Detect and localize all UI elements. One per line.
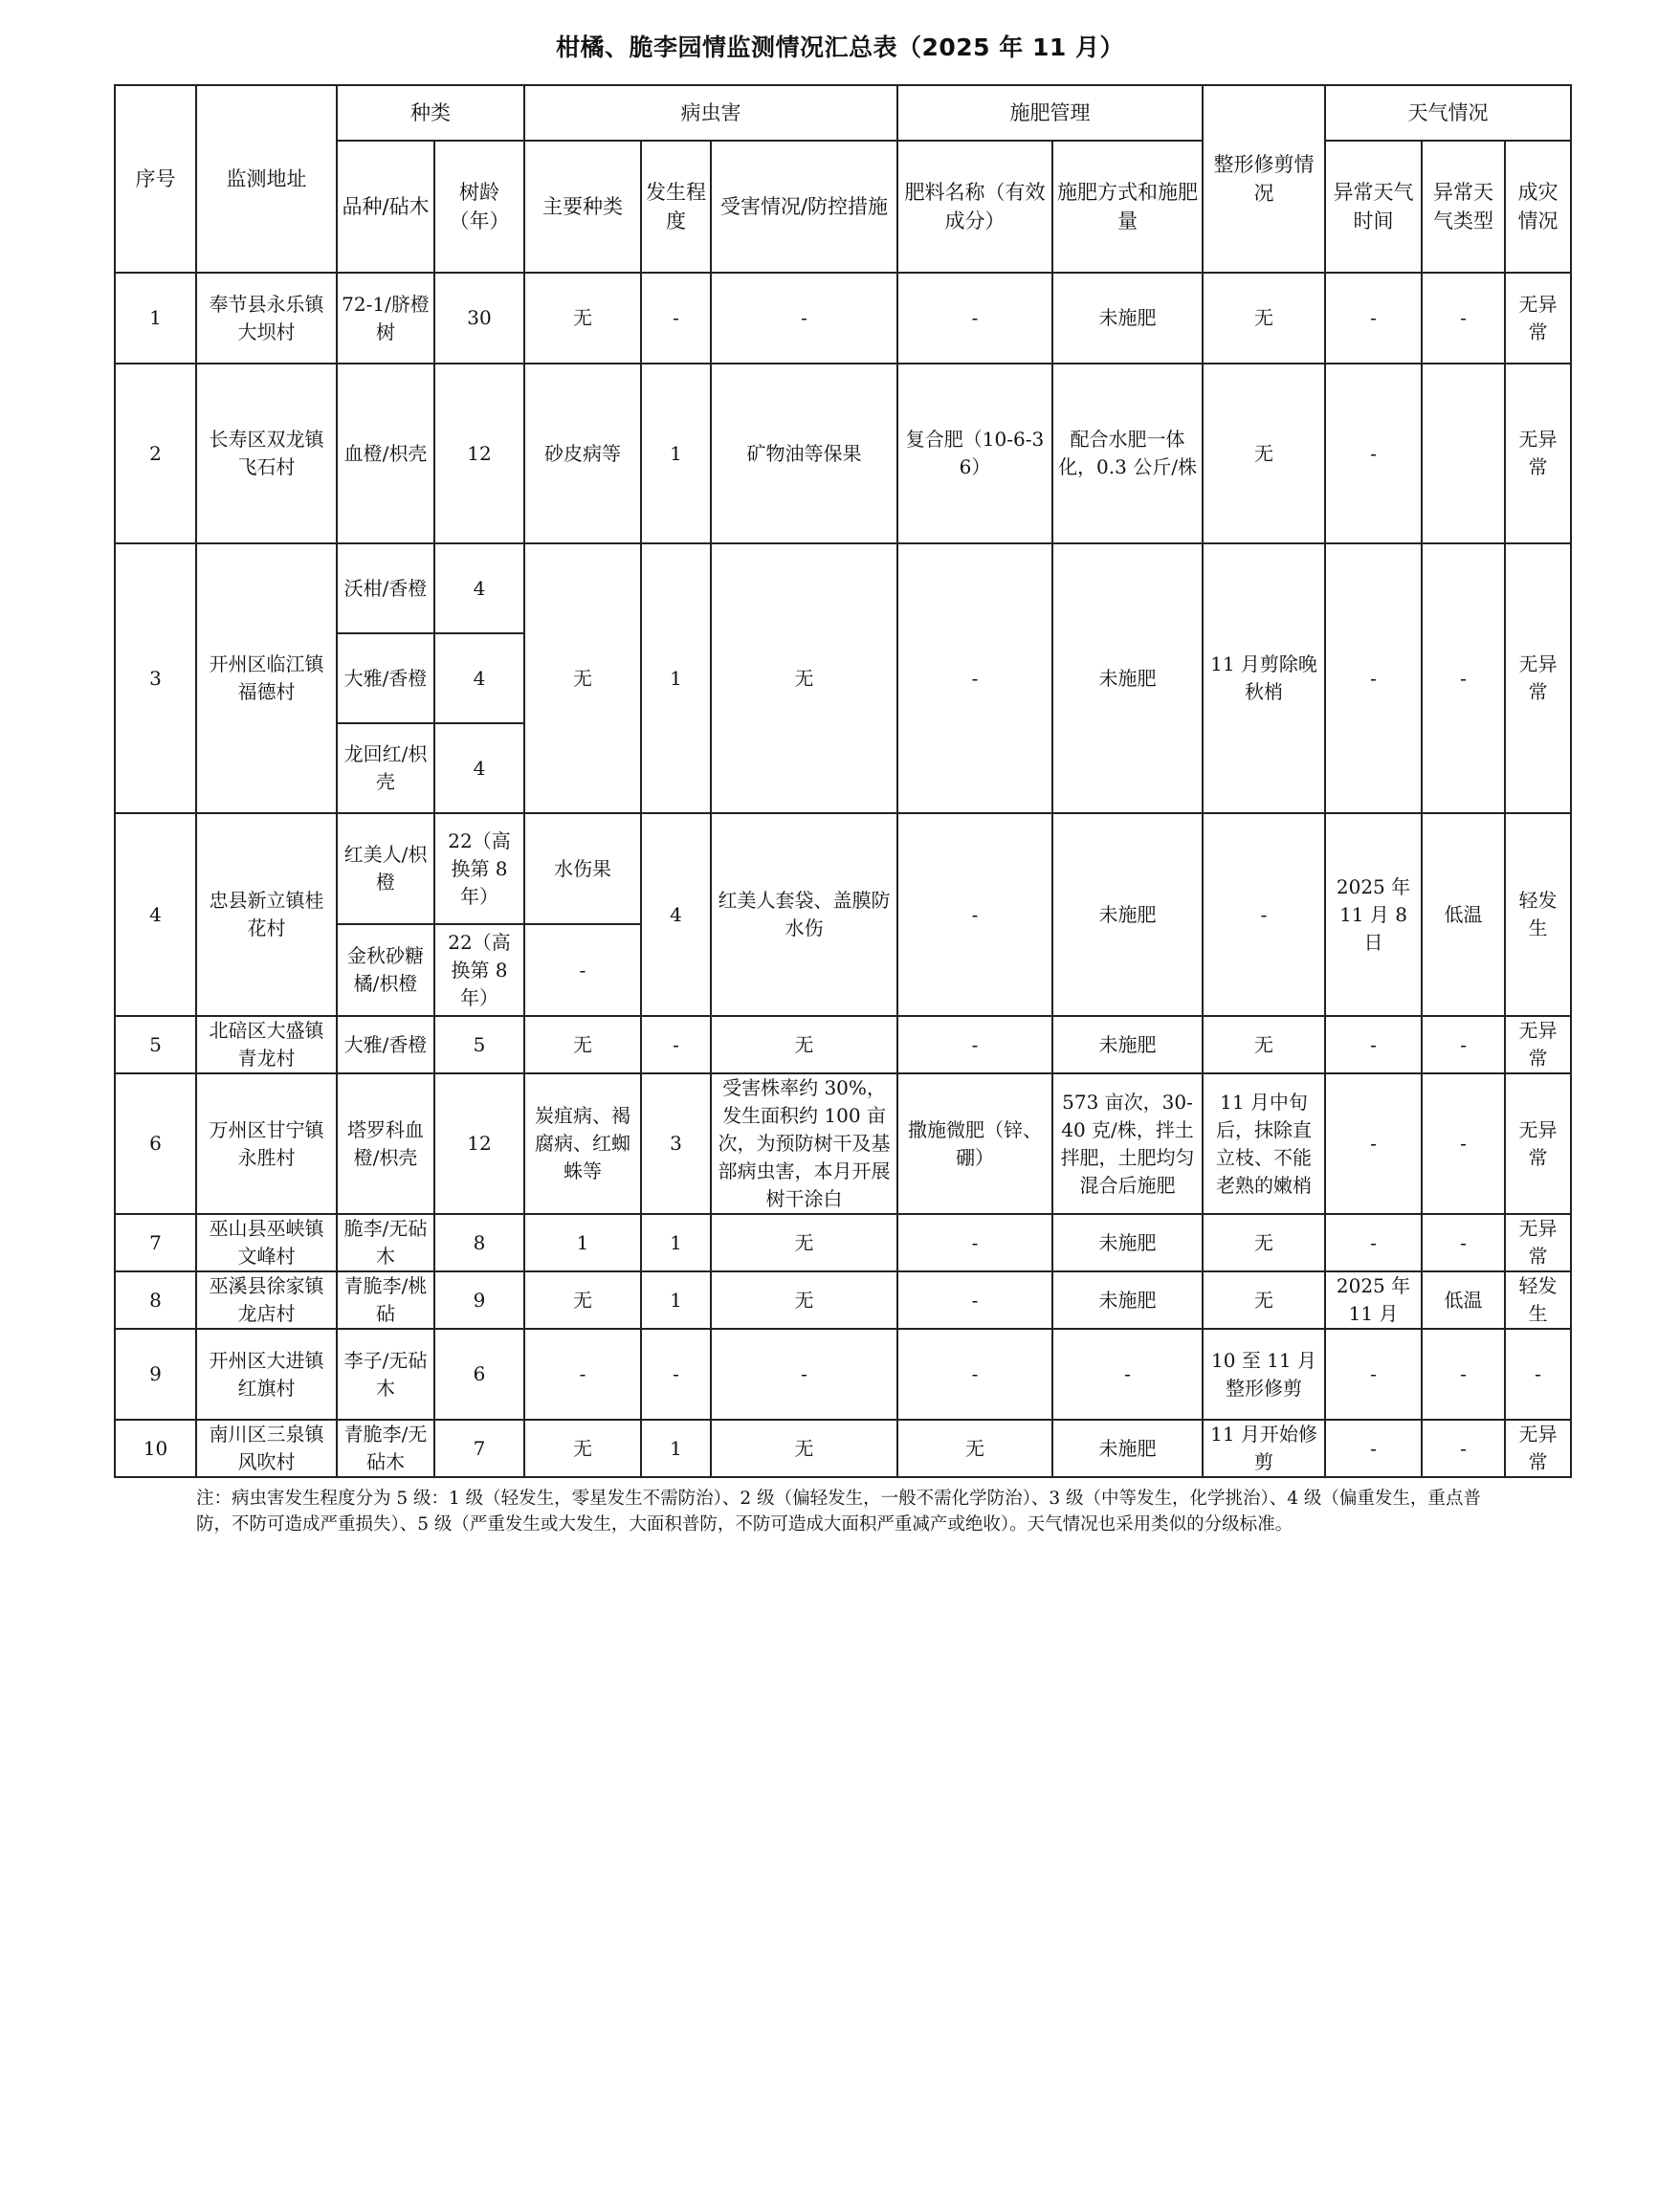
cell-variety: 青脆李/桃砧 <box>337 1271 434 1329</box>
cell-age: 5 <box>434 1016 524 1073</box>
cell-weather-type <box>1422 364 1505 543</box>
header-disaster: 成灾情况 <box>1505 141 1571 273</box>
cell-seq: 9 <box>115 1329 196 1420</box>
cell-weather-type: - <box>1422 543 1505 813</box>
table-row <box>115 1420 1571 1477</box>
cell-pruning: 无 <box>1203 1271 1325 1329</box>
cell-disaster: - <box>1505 1329 1571 1420</box>
cell-pest-main: 无 <box>524 1271 641 1329</box>
cell-weather-type: 低温 <box>1422 813 1505 1016</box>
cell-variety: 金秋砂糖橘/枳橙 <box>337 924 434 1016</box>
table-row <box>115 364 1571 543</box>
cell-age: 9 <box>434 1271 524 1329</box>
cell-pest-damage: 无 <box>711 1214 897 1271</box>
cell-fert-method: 未施肥 <box>1052 1016 1203 1073</box>
cell-pest-damage: 无 <box>711 543 897 813</box>
cell-age: 6 <box>434 1329 524 1420</box>
table-row <box>115 813 1571 924</box>
cell-variety: 龙回红/枳壳 <box>337 723 434 813</box>
cell-variety: 72-1/脐橙树 <box>337 273 434 364</box>
table-row <box>115 543 1571 633</box>
cell-weather-time: - <box>1325 1329 1422 1420</box>
cell-location: 奉节县永乐镇大坝村 <box>196 273 337 364</box>
cell-pest-level: 1 <box>641 364 711 543</box>
cell-pest-damage: 无 <box>711 1016 897 1073</box>
cell-location: 忠县新立镇桂花村 <box>196 813 337 1016</box>
cell-age: 4 <box>434 633 524 723</box>
cell-age: 22（高换第 8 年） <box>434 924 524 1016</box>
cell-seq: 5 <box>115 1016 196 1073</box>
table-row <box>115 1271 1571 1329</box>
footnote: 注：病虫害发生程度分为 5 级：1 级（轻发生，零星发生不需防治）、2 级（偏轻发生，一般不需化学防治）、3 级（中等发生，化学挑治）、4 级（偏重发生，重点普防，不防可造成严重损失）、5 级（严重发生或大发生，大面积普防，不防可造成大面积严重减产或绝收）。天气情况也采用类似的分级标准。 <box>196 1489 1481 1535</box>
cell-pruning: 10 至 11 月整形修剪 <box>1203 1329 1325 1420</box>
cell-pruning: 11 月剪除晚秋梢 <box>1203 543 1325 813</box>
header-seq: 序号 <box>115 85 196 273</box>
table-row <box>115 273 1571 364</box>
cell-weather-time: - <box>1325 543 1422 813</box>
cell-weather-time: - <box>1325 1016 1422 1073</box>
cell-fert-method: 未施肥 <box>1052 273 1203 364</box>
cell-variety: 青脆李/无砧木 <box>337 1420 434 1477</box>
cell-pest-main: - <box>524 1329 641 1420</box>
cell-variety: 大雅/香橙 <box>337 633 434 723</box>
cell-weather-time: - <box>1325 364 1422 543</box>
cell-disaster: 无异常 <box>1505 273 1571 364</box>
cell-disaster: 轻发生 <box>1505 1271 1571 1329</box>
cell-age: 4 <box>434 723 524 813</box>
cell-location: 巫山县巫峡镇文峰村 <box>196 1214 337 1271</box>
cell-fert-method: 未施肥 <box>1052 1420 1203 1477</box>
cell-weather-type: - <box>1422 1016 1505 1073</box>
cell-pest-main: 无 <box>524 543 641 813</box>
cell-pruning: 无 <box>1203 1214 1325 1271</box>
cell-fert-name: - <box>897 813 1052 1016</box>
header-weather-time: 异常天气时间 <box>1325 141 1422 273</box>
cell-pest-damage: 矿物油等保果 <box>711 364 897 543</box>
cell-fert-name: - <box>897 1271 1052 1329</box>
cell-seq: 7 <box>115 1214 196 1271</box>
cell-seq: 3 <box>115 543 196 813</box>
header-fert-name: 肥料名称（有效成分） <box>897 141 1052 273</box>
cell-variety: 塔罗科血橙/枳壳 <box>337 1073 434 1214</box>
cell-seq: 10 <box>115 1420 196 1477</box>
cell-pest-damage: 受害株率约 30%，发生面积约 100 亩次，为预防树干及基部病虫害，本月开展树干涂白 <box>711 1073 897 1214</box>
table-row <box>115 1329 1571 1420</box>
cell-seq: 4 <box>115 813 196 1016</box>
cell-seq: 6 <box>115 1073 196 1214</box>
header-location: 监测地址 <box>196 85 337 273</box>
cell-age: 8 <box>434 1214 524 1271</box>
header-pest-group: 病虫害 <box>524 85 897 141</box>
cell-fert-method: 未施肥 <box>1052 1214 1203 1271</box>
cell-pest-main: 炭疽病、褐腐病、红蜘蛛等 <box>524 1073 641 1214</box>
header-fert-group: 施肥管理 <box>897 85 1203 141</box>
cell-fert-name: - <box>897 1329 1052 1420</box>
cell-weather-time: - <box>1325 273 1422 364</box>
cell-age: 4 <box>434 543 524 633</box>
cell-location: 万州区甘宁镇永胜村 <box>196 1073 337 1214</box>
cell-location: 开州区临江镇福德村 <box>196 543 337 813</box>
cell-pest-damage: 红美人套袋、盖膜防水伤 <box>711 813 897 1016</box>
cell-pest-main: 无 <box>524 273 641 364</box>
cell-seq: 8 <box>115 1271 196 1329</box>
cell-weather-time: - <box>1325 1073 1422 1214</box>
cell-pruning: 无 <box>1203 1016 1325 1073</box>
cell-weather-type: - <box>1422 1329 1505 1420</box>
cell-age: 12 <box>434 364 524 543</box>
cell-fert-name: 撒施微肥（锌、硼） <box>897 1073 1052 1214</box>
cell-age: 12 <box>434 1073 524 1214</box>
cell-disaster: 轻发生 <box>1505 813 1571 1016</box>
cell-pest-level: 4 <box>641 813 711 1016</box>
cell-pest-damage: 无 <box>711 1420 897 1477</box>
cell-disaster: 无异常 <box>1505 1420 1571 1477</box>
cell-pruning: 11 月开始修剪 <box>1203 1420 1325 1477</box>
cell-seq: 1 <box>115 273 196 364</box>
cell-age: 7 <box>434 1420 524 1477</box>
cell-weather-time: 2025 年 11 月 <box>1325 1271 1422 1329</box>
cell-pest-level: 1 <box>641 1271 711 1329</box>
header-weather-group: 天气情况 <box>1325 85 1571 141</box>
cell-weather-type: - <box>1422 273 1505 364</box>
cell-pest-level: 3 <box>641 1073 711 1214</box>
cell-fert-name: - <box>897 273 1052 364</box>
cell-pruning: - <box>1203 813 1325 1016</box>
cell-location: 北碚区大盛镇青龙村 <box>196 1016 337 1073</box>
cell-disaster: 无异常 <box>1505 1073 1571 1214</box>
cell-disaster: 无异常 <box>1505 364 1571 543</box>
cell-pest-level: 1 <box>641 1214 711 1271</box>
cell-variety: 李子/无砧木 <box>337 1329 434 1420</box>
cell-pest-level: - <box>641 1329 711 1420</box>
cell-weather-type: - <box>1422 1420 1505 1477</box>
header-pest-main: 主要种类 <box>524 141 641 273</box>
cell-pest-level: - <box>641 1016 711 1073</box>
header-age: 树龄（年） <box>434 141 524 273</box>
cell-fert-name: - <box>897 543 1052 813</box>
cell-pest-level: - <box>641 273 711 364</box>
cell-fert-method: 配合水肥一体化，0.3 公斤/株 <box>1052 364 1203 543</box>
cell-pruning: 无 <box>1203 364 1325 543</box>
page-title: 柑橘、脆李园情监测情况汇总表（2025 年 11 月） <box>556 33 1124 61</box>
cell-pruning: 无 <box>1203 273 1325 364</box>
cell-weather-time: - <box>1325 1214 1422 1271</box>
cell-fert-method: 573 亩次，30-40 克/株，拌土拌肥，土肥均匀混合后施肥 <box>1052 1073 1203 1214</box>
monitoring-table <box>114 84 1572 1478</box>
cell-fert-name: - <box>897 1016 1052 1073</box>
cell-age: 30 <box>434 273 524 364</box>
cell-fert-method: 未施肥 <box>1052 813 1203 1016</box>
cell-fert-method: 未施肥 <box>1052 1271 1203 1329</box>
cell-weather-type: - <box>1422 1073 1505 1214</box>
table-row <box>115 1214 1571 1271</box>
cell-pruning: 11 月中旬后，抹除直立枝、不能老熟的嫩梢 <box>1203 1073 1325 1214</box>
cell-variety: 脆李/无砧木 <box>337 1214 434 1271</box>
cell-pest-main: 砂皮病等 <box>524 364 641 543</box>
cell-variety: 大雅/香橙 <box>337 1016 434 1073</box>
header-variety: 品种/砧木 <box>337 141 434 273</box>
cell-disaster: 无异常 <box>1505 1016 1571 1073</box>
cell-fert-name: 无 <box>897 1420 1052 1477</box>
header-weather-type: 异常天气类型 <box>1422 141 1505 273</box>
cell-fert-name: 复合肥（10-6-36） <box>897 364 1052 543</box>
cell-location: 南川区三泉镇风吹村 <box>196 1420 337 1477</box>
cell-weather-time: 2025 年 11 月 8 日 <box>1325 813 1422 1016</box>
header-pruning: 整形修剪情况 <box>1203 85 1325 273</box>
cell-disaster: 无异常 <box>1505 1214 1571 1271</box>
cell-variety: 红美人/枳橙 <box>337 813 434 924</box>
table-row <box>115 1016 1571 1073</box>
cell-seq: 2 <box>115 364 196 543</box>
cell-fert-method: - <box>1052 1329 1203 1420</box>
cell-location: 长寿区双龙镇飞石村 <box>196 364 337 543</box>
cell-pest-level: 1 <box>641 543 711 813</box>
cell-variety: 沃柑/香橙 <box>337 543 434 633</box>
header-pest-level: 发生程度 <box>641 141 711 273</box>
cell-pest-main: 无 <box>524 1016 641 1073</box>
header-pest-damage: 受害情况/防控措施 <box>711 141 897 273</box>
cell-pest-level: 1 <box>641 1420 711 1477</box>
cell-pest-damage: 无 <box>711 1271 897 1329</box>
cell-weather-type: 低温 <box>1422 1271 1505 1329</box>
header-species-group: 种类 <box>337 85 524 141</box>
cell-weather-time: - <box>1325 1420 1422 1477</box>
cell-pest-main: 无 <box>524 1420 641 1477</box>
cell-variety: 血橙/枳壳 <box>337 364 434 543</box>
cell-location: 巫溪县徐家镇龙店村 <box>196 1271 337 1329</box>
table-row <box>115 1073 1571 1214</box>
cell-disaster: 无异常 <box>1505 543 1571 813</box>
cell-pest-main: 1 <box>524 1214 641 1271</box>
cell-pest-main: 水伤果 <box>524 813 641 924</box>
cell-fert-method: 未施肥 <box>1052 543 1203 813</box>
cell-age: 22（高换第 8 年） <box>434 813 524 924</box>
cell-weather-type: - <box>1422 1214 1505 1271</box>
cell-pest-damage: - <box>711 273 897 364</box>
cell-pest-damage: - <box>711 1329 897 1420</box>
cell-fert-name: - <box>897 1214 1052 1271</box>
header-fert-method: 施肥方式和施肥量 <box>1052 141 1203 273</box>
cell-pest-main: - <box>524 924 641 1016</box>
cell-location: 开州区大进镇红旗村 <box>196 1329 337 1420</box>
